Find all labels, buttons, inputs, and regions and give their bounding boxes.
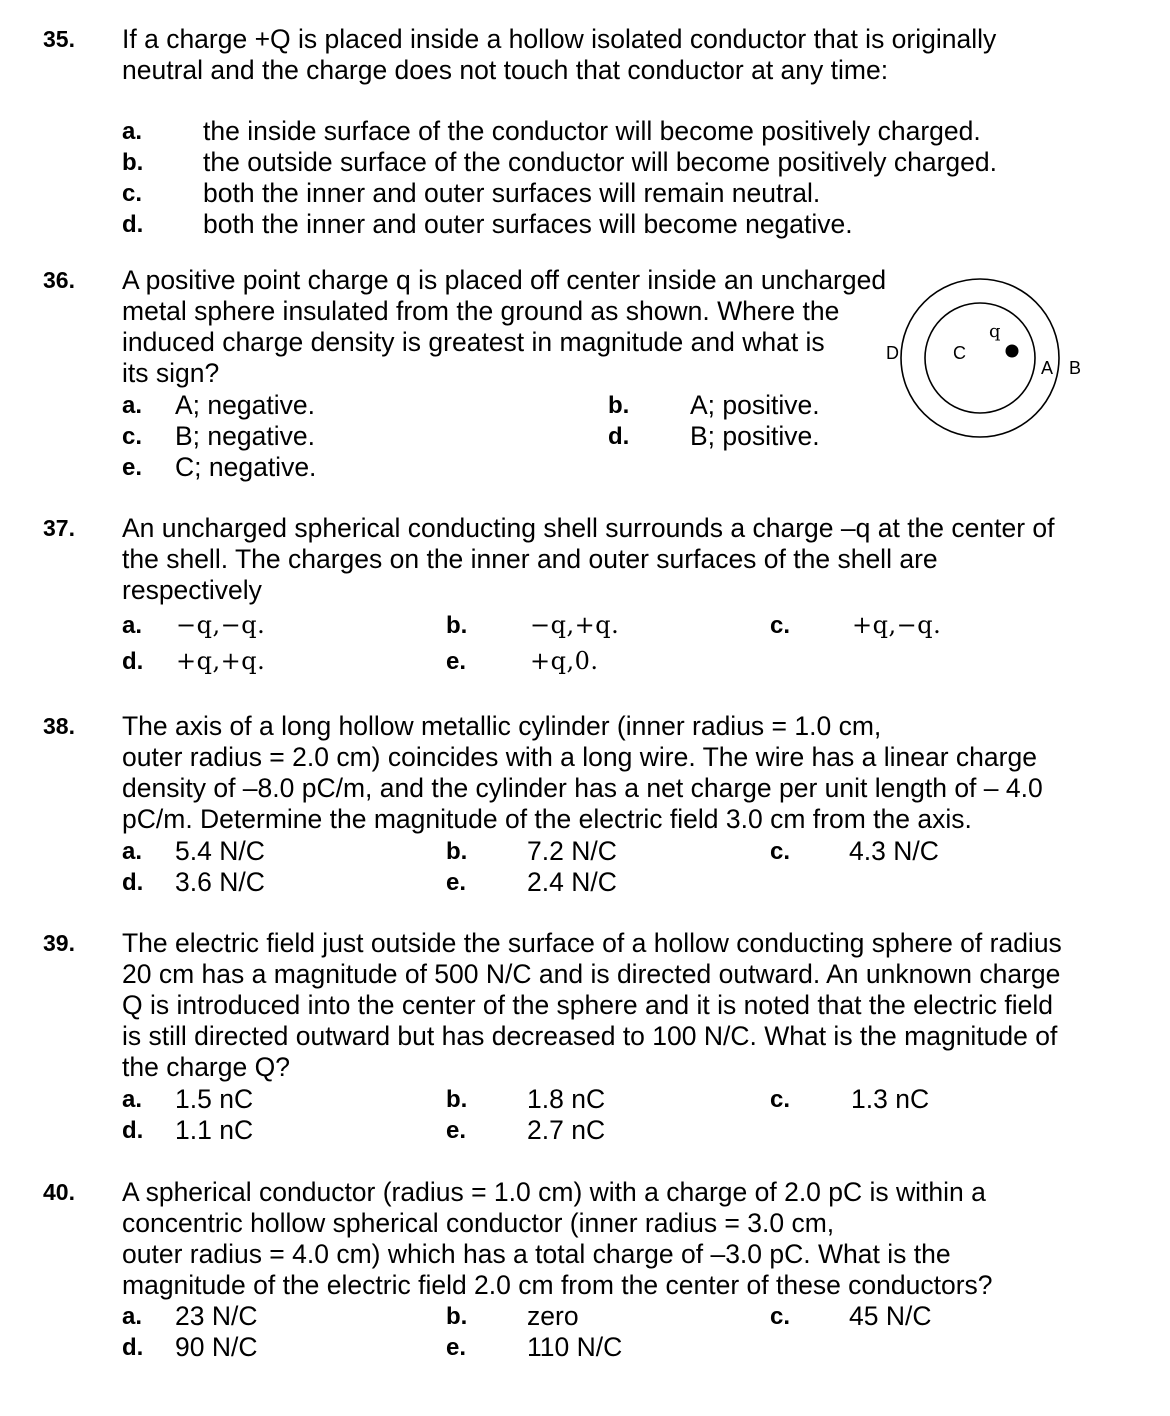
diagram-label-a: A: [1041, 358, 1054, 378]
option-label: d.: [122, 648, 144, 675]
question-text-line: If a charge +Q is placed inside a hollow isolated conductor that is originally: [122, 24, 997, 54]
option-c[interactable]: B; negative.: [175, 421, 315, 451]
option-label: b.: [446, 838, 468, 865]
question-text-line: is still directed outward but has decreased to 100 N/C. What is the magnitude of: [122, 1021, 1058, 1051]
option-label: b.: [446, 612, 468, 639]
option-label: e.: [122, 454, 143, 481]
question-text-line: The electric field just outside the surface of a hollow conducting sphere of radius: [122, 928, 1062, 958]
option-c[interactable]: 4.3 N/C: [849, 836, 939, 866]
option-label: d.: [122, 1334, 144, 1361]
option-a[interactable]: 23 N/C: [175, 1301, 258, 1331]
option-e[interactable]: C; negative.: [175, 452, 317, 482]
option-label: a.: [122, 1086, 143, 1113]
question-number: 38.: [43, 713, 75, 739]
option-e[interactable]: 2.4 N/C: [527, 867, 617, 897]
option-b[interactable]: 1.8 nC: [527, 1084, 606, 1114]
option-b[interactable]: −q,+q.: [530, 611, 620, 639]
option-label: e.: [446, 648, 467, 675]
option-a[interactable]: A; negative.: [175, 390, 315, 420]
question-text-line: respectively: [122, 575, 262, 605]
option-label: e.: [446, 1117, 467, 1144]
option-label: d.: [608, 423, 630, 450]
question-text-line: 20 cm has a magnitude of 500 N/C and is directed outward. An unknown charge: [122, 959, 1061, 989]
option-c[interactable]: both the inner and outer surfaces will remain neutral.: [203, 178, 821, 208]
option-b[interactable]: zero: [527, 1301, 579, 1331]
option-d[interactable]: +q,+q.: [176, 647, 266, 675]
question-text-line: density of –8.0 pC/m, and the cylinder has a net charge per unit length of – 4.0: [122, 773, 1043, 803]
option-d[interactable]: B; positive.: [690, 421, 820, 451]
diagram-label-d: D: [886, 343, 899, 363]
option-label: d.: [122, 869, 144, 896]
option-label: a.: [122, 612, 143, 639]
option-e[interactable]: 110 N/C: [527, 1332, 623, 1362]
option-d[interactable]: 3.6 N/C: [175, 867, 265, 897]
question-number: 36.: [43, 267, 75, 293]
option-b[interactable]: the outside surface of the conductor will become positively charged.: [203, 147, 997, 177]
inner-sphere-surface: [925, 303, 1035, 413]
option-label: c.: [770, 1086, 791, 1113]
question-number: 37.: [43, 515, 75, 541]
option-label: c.: [770, 1303, 791, 1330]
option-e[interactable]: +q,0.: [530, 647, 599, 675]
option-a[interactable]: −q,−q.: [176, 611, 266, 639]
question-text-line: outer radius = 2.0 cm) coincides with a long wire. The wire has a linear charge: [122, 742, 1037, 772]
question-text-line: metal sphere insulated from the ground as shown. Where the: [122, 296, 840, 326]
option-label: d.: [122, 211, 144, 238]
option-label: b.: [608, 392, 630, 419]
question-number: 35.: [43, 26, 75, 52]
option-label: e.: [446, 1334, 467, 1361]
option-c[interactable]: 1.3 nC: [851, 1084, 930, 1114]
diagram-label-q: q: [989, 321, 1001, 342]
question-text-line: Q is introduced into the center of the sphere and it is noted that the electric field: [122, 990, 1053, 1020]
diagram-label-b: B: [1069, 358, 1082, 378]
option-a[interactable]: 1.5 nC: [175, 1084, 254, 1114]
question-number: 39.: [43, 930, 75, 956]
option-label: a.: [122, 1303, 143, 1330]
question-text-line: induced charge density is greatest in magnitude and what is: [122, 327, 825, 357]
question-text-line: A spherical conductor (radius = 1.0 cm) with a charge of 2.0 pC is within a: [122, 1177, 986, 1207]
option-label: c.: [122, 180, 143, 207]
option-label: b.: [446, 1086, 468, 1113]
question-text-line: the charge Q?: [122, 1052, 290, 1082]
option-label: b.: [446, 1303, 468, 1330]
question-text-line: the shell. The charges on the inner and outer surfaces of the shell are: [122, 544, 938, 574]
option-label: d.: [122, 1117, 144, 1144]
option-c[interactable]: 45 N/C: [849, 1301, 932, 1331]
option-a[interactable]: 5.4 N/C: [175, 836, 265, 866]
question-text-line: The axis of a long hollow metallic cylinder (inner radius = 1.0 cm,: [122, 711, 882, 741]
question-text-line: neutral and the charge does not touch that conductor at any time:: [122, 55, 889, 85]
question-number: 40.: [43, 1179, 75, 1205]
option-label: c.: [122, 423, 143, 450]
option-label: e.: [446, 869, 467, 896]
option-label: c.: [770, 838, 791, 865]
option-c[interactable]: +q,−q.: [852, 611, 942, 639]
option-label: a.: [122, 838, 143, 865]
question-text-line: its sign?: [122, 358, 220, 388]
option-e[interactable]: 2.7 nC: [527, 1115, 606, 1145]
option-b[interactable]: A; positive.: [690, 390, 820, 420]
option-d[interactable]: both the inner and outer surfaces will become negative.: [203, 209, 853, 239]
question-text-line: magnitude of the electric field 2.0 cm from the center of these conductors?: [122, 1270, 993, 1300]
question-text-line: An uncharged spherical conducting shell surrounds a charge –q at the center of: [122, 513, 1055, 543]
question-text-line: concentric hollow spherical conductor (inner radius = 3.0 cm,: [122, 1208, 835, 1238]
option-d[interactable]: 90 N/C: [175, 1332, 258, 1362]
point-charge-dot: [1006, 345, 1019, 358]
option-label: b.: [122, 149, 144, 176]
diagram-label-c: C: [953, 343, 966, 363]
question-text-line: A positive point charge q is placed off center inside an uncharged: [122, 265, 887, 295]
question-text-line: pC/m. Determine the magnitude of the electric field 3.0 cm from the axis.: [122, 804, 972, 834]
option-b[interactable]: 7.2 N/C: [527, 836, 617, 866]
option-d[interactable]: 1.1 nC: [175, 1115, 254, 1145]
option-label: a.: [122, 392, 143, 419]
option-label: a.: [122, 118, 143, 145]
option-a[interactable]: the inside surface of the conductor will become positively charged.: [203, 116, 981, 146]
question-text-line: outer radius = 4.0 cm) which has a total charge of –3.0 pC. What is the: [122, 1239, 951, 1269]
option-label: c.: [770, 612, 791, 639]
